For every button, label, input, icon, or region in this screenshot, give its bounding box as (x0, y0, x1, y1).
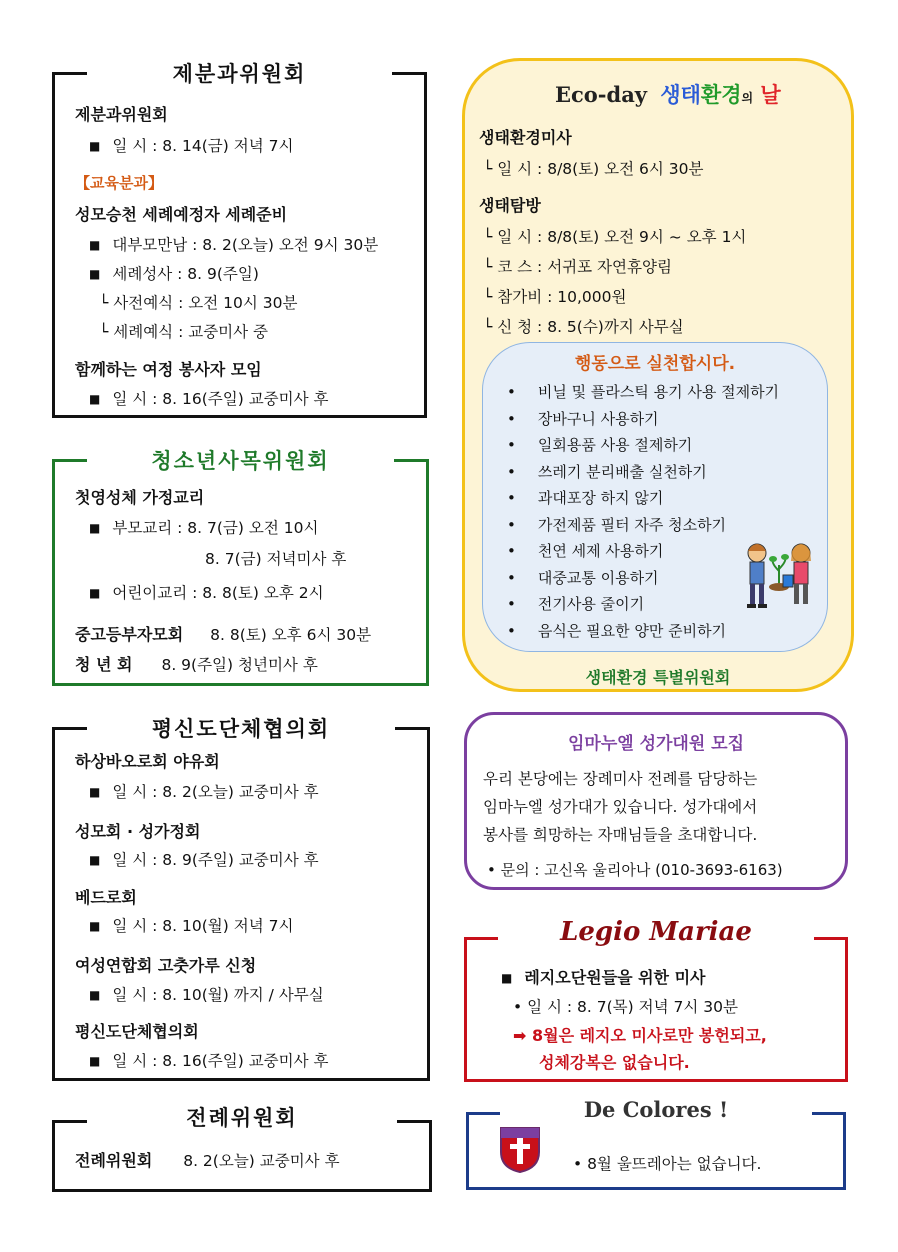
eco-action-item (507, 434, 692, 455)
eco-action-text: 가전제품 필터 자주 청소하기 (537, 515, 727, 534)
decolores-section (466, 1097, 846, 1190)
choir-title: 임마누엘 성가대원 모집 (567, 734, 745, 754)
eco-tour-line4: └ 신 청 : 8. 5(수)까지 사무실 (483, 318, 684, 336)
youth-line1: ■ 부모교리 : 8. 7(금) 오전 10시 (89, 516, 318, 538)
eco-title-k3: 의 (741, 91, 754, 105)
eco-title-k2: 환경 (700, 83, 742, 107)
eco-actions-title: 행동으로 실천합시다. (574, 354, 736, 374)
cursillo-emblem-icon (497, 1124, 543, 1174)
choir-para1: 우리 본당에는 장례미사 전례를 담당하는 (483, 770, 758, 788)
bullet-icon: • (507, 568, 516, 587)
youth-line3: ■ 어린이교리 : 8. 8(토) 오후 2시 (89, 581, 324, 603)
eco-action-item (507, 514, 726, 535)
youth-row2-value: 8. 9(주일) 청년미사 후 (161, 656, 318, 674)
liturgy-row (75, 1148, 340, 1171)
youth-row1-label: 중고등부자모회 (75, 625, 184, 644)
eco-tour-line2: └ 코 스 : 서귀포 자연휴양림 (483, 258, 672, 276)
liturgy-title: 전례위원회 (158, 1102, 325, 1132)
bullet-icon: • (507, 542, 516, 560)
eco-action-item (507, 620, 726, 641)
youth-row2 (75, 652, 318, 675)
youth-line2: 8. 7(금) 저녁미사 후 (205, 550, 347, 568)
eco-tour-line1: └ 일 시 : 8/8(토) 오전 9시 ~ 오후 1시 (483, 228, 747, 246)
eco-title-en: Eco-day (555, 82, 648, 107)
jebun-line1: ■ 일 시 : 8. 14(금) 저녁 7시 (89, 134, 293, 156)
eco-footer: 생태환경 특별위원회 (585, 668, 731, 687)
youth-section (52, 449, 429, 686)
council-sub5: 평신도단체협의회 (75, 1022, 199, 1041)
bullet-icon: • (507, 383, 516, 401)
legio-note2: 성체강복은 없습니다. (539, 1053, 690, 1072)
jebun-tag: 【교육분과】 (75, 174, 163, 192)
decolores-line1: • 8월 울뜨레아는 없습니다. (573, 1155, 762, 1173)
liturgy-label: 전례위원회 (75, 1151, 153, 1170)
youth-sub1: 첫영성체 가정교리 (75, 488, 205, 507)
eco-title-k4: 날 (760, 83, 781, 107)
council-line2: ■ 일 시 : 8. 9(주일) 교중미사 후 (89, 848, 319, 870)
eco-action-text: 일회용품 사용 절제하기 (537, 436, 693, 454)
legio-title: Legio Mariae (560, 917, 752, 947)
bullet-icon: • (507, 409, 516, 428)
liturgy-value: 8. 2(오늘) 교중미사 후 (183, 1152, 340, 1170)
jebun-sub2: 성모승천 세례예정자 세례준비 (75, 205, 288, 224)
jebun-sub3: 함께하는 여정 봉사자 모임 (75, 360, 262, 379)
eco-action-text: 음식은 필요한 양만 준비하기 (537, 621, 727, 640)
youth-row1 (75, 622, 371, 645)
eco-action-text: 쓰레기 분리배출 실천하기 (537, 462, 707, 481)
eco-tour-line3: └ 참가비 : 10,000원 (483, 288, 627, 306)
eco-action-item (507, 461, 707, 482)
council-sub4: 여성연합회 고춧가루 신청 (75, 956, 257, 975)
bullet-icon: • (507, 515, 516, 534)
jebun-line2: ■ 대부모만남 : 8. 2(오늘) 오전 9시 30분 (89, 233, 378, 255)
legio-note1: ➡ 8월은 레지오 미사로만 봉헌되고, (513, 1026, 767, 1045)
eco-sub1: 생태환경미사 (479, 128, 572, 147)
bullet-icon: • (507, 436, 516, 454)
eco-actions-panel (482, 342, 828, 652)
liturgy-section (52, 1106, 432, 1192)
eco-action-item (507, 540, 663, 561)
jebun-line4: └ 사전예식 : 오전 10시 30분 (99, 294, 298, 312)
eco-action-text: 천연 세제 사용하기 (537, 542, 664, 560)
eco-action-text: 대중교통 이용하기 (537, 568, 659, 587)
youth-row2-label: 청 년 회 (75, 655, 133, 674)
decolores-title: De Colores ! (583, 1097, 729, 1122)
eco-title-k1: 생태 (660, 83, 701, 107)
eco-action-item (507, 567, 659, 588)
council-sub3: 베드로회 (75, 888, 137, 907)
council-sub2: 성모회 · 성가정회 (75, 822, 201, 841)
council-line3: ■ 일 시 : 8. 10(월) 저녁 7시 (89, 914, 293, 936)
choir-para2: 임마누엘 성가대가 있습니다. 성가대에서 (483, 798, 758, 816)
choir-para3: 봉사를 희망하는 자매님들을 초대합니다. (483, 826, 758, 844)
legio-section (464, 917, 848, 1082)
council-sub1: 하상바오로회 야유회 (75, 752, 220, 771)
youth-row1-value: 8. 8(토) 오후 6시 30분 (210, 626, 372, 644)
eco-mass-line: └ 일 시 : 8/8(토) 오전 6시 30분 (483, 160, 704, 178)
eco-action-text: 전기사용 줄이기 (537, 595, 645, 613)
council-line5: ■ 일 시 : 8. 16(주일) 교중미사 후 (89, 1049, 329, 1071)
choir-recruit-section (464, 712, 848, 890)
eco-action-item (507, 408, 659, 429)
jebun-sub1: 제분과위원회 (75, 105, 168, 124)
jebun-title: 제분과위원회 (145, 58, 335, 88)
council-title: 평신도단체협의회 (124, 713, 358, 743)
youth-title: 청소년사목위원회 (123, 445, 357, 475)
eco-action-item (507, 593, 644, 614)
jebun-section (52, 62, 427, 418)
bullet-icon: • (507, 489, 516, 507)
bullet-icon: • (507, 462, 516, 481)
council-line4: ■ 일 시 : 8. 10(월) 까지 / 사무실 (89, 983, 324, 1005)
children-planting-illustration (735, 539, 825, 619)
legio-sub: ■ 레지오단원들을 위한 미사 (501, 965, 706, 988)
council-line1: ■ 일 시 : 8. 2(오늘) 교중미사 후 (89, 780, 319, 802)
eco-action-item (507, 487, 663, 508)
bullet-icon: • (507, 621, 516, 640)
jebun-line5: └ 세례예식 : 교중미사 중 (99, 323, 269, 341)
choir-contact: • 문의 : 고신옥 울리아나 (010-3693-6163) (487, 861, 783, 879)
jebun-line6: ■ 일 시 : 8. 16(주일) 교중미사 후 (89, 387, 329, 409)
eco-action-text: 장바구니 사용하기 (537, 409, 659, 428)
eco-action-text: 비닐 및 플라스틱 용기 사용 절제하기 (537, 383, 780, 401)
council-section (52, 717, 430, 1081)
legio-line1: • 일 시 : 8. 7(목) 저녁 7시 30분 (513, 998, 738, 1016)
eco-title (555, 79, 781, 109)
eco-action-item (507, 381, 779, 402)
jebun-line3: ■ 세례성사 : 8. 9(주일) (89, 262, 259, 284)
eco-sub2: 생태탐방 (479, 196, 541, 215)
bullet-icon: • (507, 595, 516, 613)
eco-action-text: 과대포장 하지 않기 (537, 489, 664, 507)
